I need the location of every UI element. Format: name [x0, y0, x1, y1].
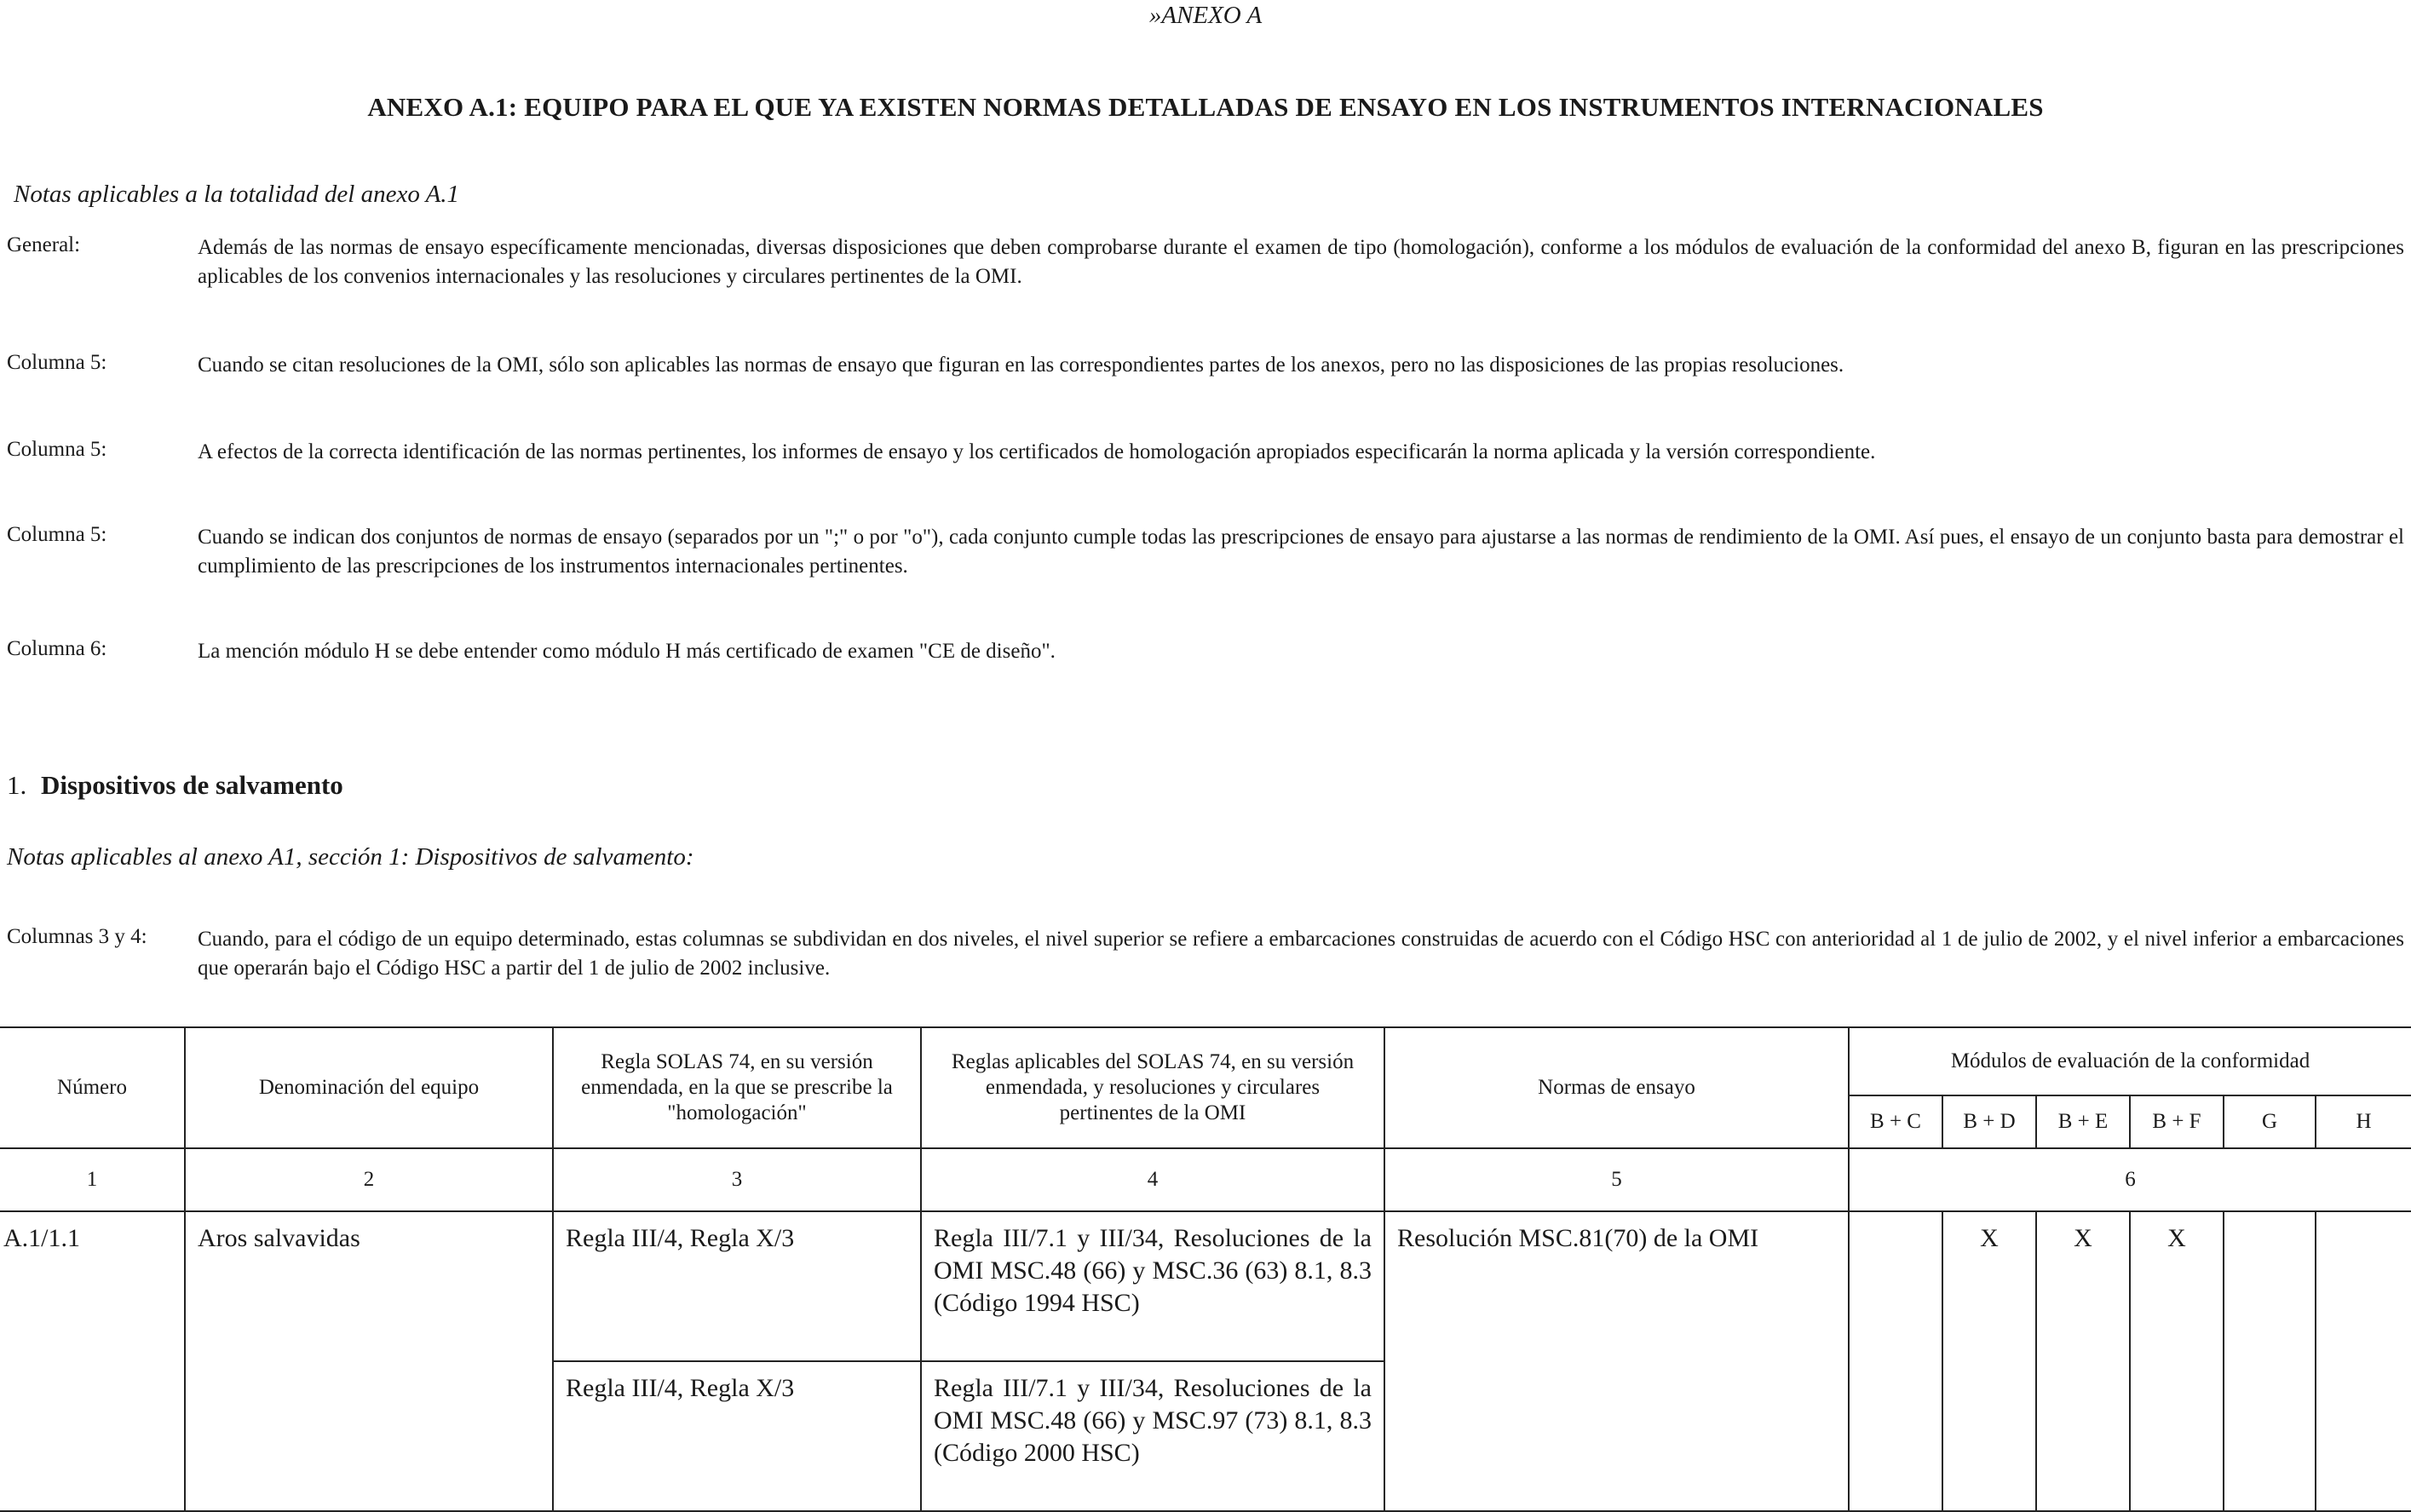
- columns-note-label: Columnas 3 y 4:: [7, 925, 147, 948]
- column-number: 2: [185, 1148, 553, 1211]
- cell-modulo-g: [2224, 1211, 2316, 1511]
- note-label: Columna 5:: [7, 523, 107, 546]
- note-label: Columna 5:: [7, 438, 107, 461]
- header-normas: Normas de ensayo: [1384, 1027, 1849, 1148]
- notes-heading: Notas aplicables a la totalidad del anexo A.1: [14, 181, 460, 208]
- cell-reglas-aplicables-upper: Regla III/7.1 y III/34, Resoluciones de la OMI MSC.48 (66) y MSC.36 (63) 8.1, 8.3 (Código 1994 HSC): [921, 1211, 1384, 1361]
- cell-regla-lower: Regla III/4, Regla X/3: [553, 1361, 921, 1511]
- equipment-table: [0, 1026, 2411, 1512]
- section-number: 1.: [7, 770, 27, 800]
- table-row: [0, 1211, 2411, 1361]
- header-modulo-bd: B + D: [1942, 1095, 2036, 1148]
- note-text: Cuando se citan resoluciones de la OMI, sólo son aplicables las normas de ensayo que figuran en las correspondientes partes de los anexos, pero no las disposiciones de las propias resoluciones.: [198, 354, 1844, 377]
- annex-title: ANEXO A.1: EQUIPO PARA EL QUE YA EXISTEN NORMAS DETALLADAS DE ENSAYO EN LOS INSTRUMENTOS INTERNACIONALES: [367, 92, 2044, 122]
- annex-mark: »ANEXO A: [1148, 2, 1263, 29]
- note-label: Columna 6:: [7, 637, 107, 660]
- note-label: General:: [7, 233, 81, 256]
- cell-modulo-be: X: [2036, 1211, 2130, 1511]
- column-number: 6: [1849, 1148, 2411, 1211]
- header-modulo-bf: B + F: [2130, 1095, 2224, 1148]
- header-modulo-g: G: [2224, 1095, 2316, 1148]
- header-numero: Número: [0, 1027, 185, 1148]
- column-number: 1: [0, 1148, 185, 1211]
- header-reglas-aplicables: Reglas aplicables del SOLAS 74, en su versión enmendada, y resoluciones y circulares pertinentes de la OMI: [921, 1027, 1384, 1148]
- column-number: 5: [1384, 1148, 1849, 1211]
- note-text: A efectos de la correcta identificación de las normas pertinentes, los informes de ensayo y los certificados de homologación apropiados especificarán la norma aplicada y la versión correspondiente.: [198, 440, 1876, 463]
- note-label: Columna 5:: [7, 351, 107, 374]
- section-notes-heading: Notas aplicables al anexo A1, sección 1: Dispositivos de salvamento:: [7, 843, 694, 871]
- cell-numero: A.1/1.1: [0, 1211, 185, 1511]
- column-number: 4: [921, 1148, 1384, 1211]
- cell-modulo-bc: [1849, 1211, 1942, 1511]
- note-text: Además de las normas de ensayo específicamente mencionadas, diversas disposiciones que deben comprobarse durante el examen de tipo (homologación), conforme a los módulos de evaluación de la conformidad del anexo B, figuran en las prescripciones aplicables de los convenios internacionales y las resoluciones y circulares pertinentes de la OMI.: [198, 236, 2404, 288]
- header-modulo-be: B + E: [2036, 1095, 2130, 1148]
- cell-modulo-bd: X: [1942, 1211, 2036, 1511]
- cell-modulo-bf: X: [2130, 1211, 2224, 1511]
- header-modulos: Módulos de evaluación de la conformidad: [1849, 1027, 2411, 1095]
- cell-regla-upper: Regla III/4, Regla X/3: [553, 1211, 921, 1361]
- section-title: Dispositivos de salvamento: [41, 770, 343, 800]
- header-denominacion: Denominación del equipo: [185, 1027, 553, 1148]
- note-text: La mención módulo H se debe entender como módulo H más certificado de examen "CE de diseño".: [198, 640, 1056, 663]
- columns-note-text: Cuando, para el código de un equipo determinado, estas columnas se subdividan en dos niveles, el nivel superior se refiere a embarcaciones construidas de acuerdo con el Código HSC con anterioridad al 1 de julio de 2002, y el nivel inferior a embarcaciones que operarán bajo el Código HSC a partir del 1 de julio de 2002 inclusive.: [198, 928, 2404, 980]
- column-number: 3: [553, 1148, 921, 1211]
- header-regla: Regla SOLAS 74, en su versión enmendada, en la que se prescribe la "homologación": [553, 1027, 921, 1148]
- note-text: Cuando se indican dos conjuntos de normas de ensayo (separados por un ";" o por "o"), cada conjunto cumple todas las prescripciones de ensayo para ajustarse a las normas de rendimiento de la OMI. Así pues, el ensayo de un conjunto basta para demostrar el cumplimiento de las prescripciones de los instrumentos internacionales pertinentes.: [198, 526, 2404, 578]
- cell-reglas-aplicables-lower: Regla III/7.1 y III/34, Resoluciones de la OMI MSC.48 (66) y MSC.97 (73) 8.1, 8.3 (Código 2000 HSC): [921, 1361, 1384, 1511]
- cell-normas: Resolución MSC.81(70) de la OMI: [1384, 1211, 1849, 1511]
- cell-modulo-h: [2316, 1211, 2411, 1511]
- header-modulo-h: H: [2316, 1095, 2411, 1148]
- cell-denominacion: Aros salvavidas: [185, 1211, 553, 1511]
- header-modulo-bc: B + C: [1849, 1095, 1942, 1148]
